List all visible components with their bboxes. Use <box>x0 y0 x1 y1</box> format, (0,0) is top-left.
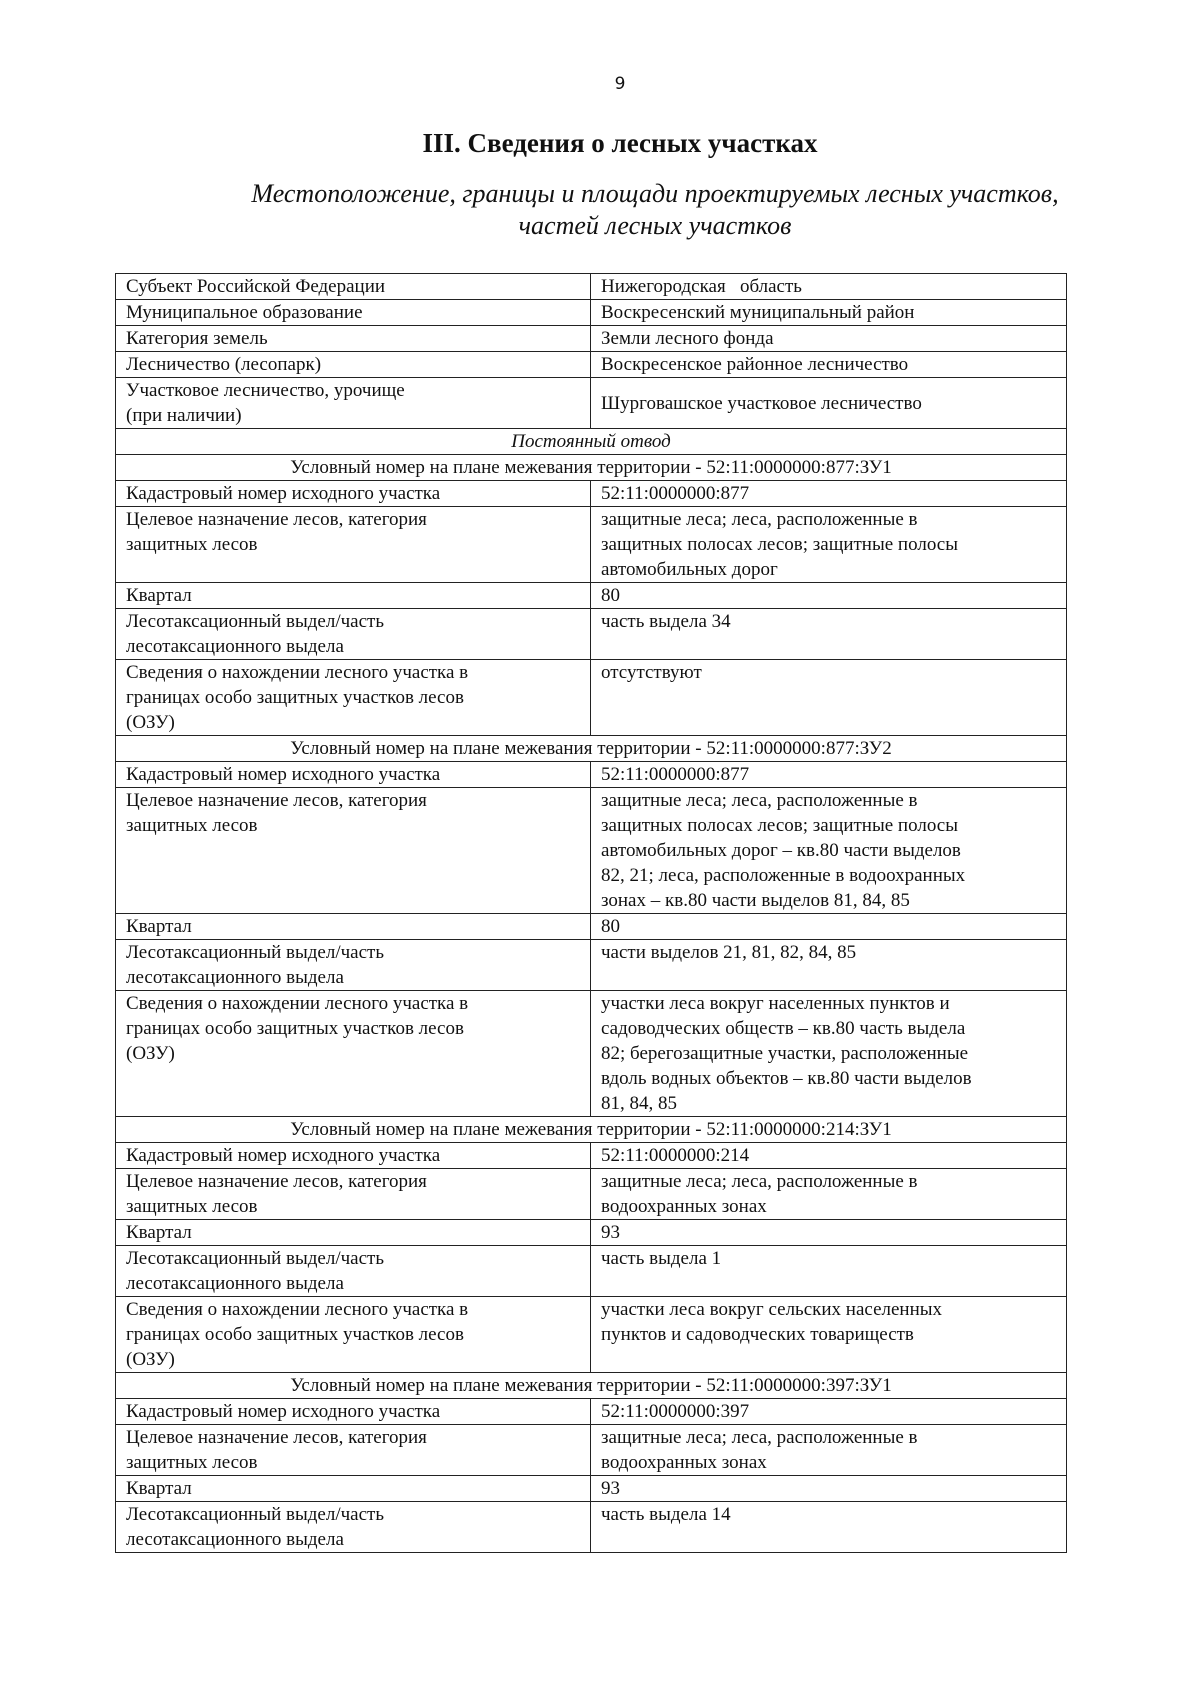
land-category-value: Земли лесного фонда <box>591 326 1067 352</box>
subdivision-label-line: Лесотаксационный выдел/часть <box>126 1248 385 1269</box>
ozu-label <box>116 991 591 1117</box>
subdivision-label-line: лесотаксационного выдела <box>126 967 344 988</box>
table-row <box>116 1220 1067 1246</box>
quarter-value: 80 <box>591 583 1067 609</box>
table-row <box>116 660 1067 736</box>
purpose-label-line: Целевое назначение лесов, категория <box>126 509 427 530</box>
purpose-label <box>116 1425 591 1476</box>
ozu-value-line: участки леса вокруг населенных пунктов и <box>601 993 950 1014</box>
quarter-value: 93 <box>591 1476 1067 1502</box>
table-row <box>116 352 1067 378</box>
purpose-label <box>116 507 591 583</box>
ozu-value-line: садоводческих обществ – кв.80 часть выдела <box>601 1018 966 1039</box>
page-number: 9 <box>614 74 626 94</box>
subdivision-label <box>116 1502 591 1553</box>
table-row <box>116 274 1067 300</box>
subdivision-value: часть выдела 1 <box>591 1246 1067 1297</box>
subtitle-line-2: частей лесных участков <box>518 211 792 240</box>
table-row <box>116 378 1067 429</box>
municipality-value: Воскресенский муниципальный район <box>591 300 1067 326</box>
table-row <box>116 1373 1067 1399</box>
purpose-value-line: автомобильных дорог – кв.80 части выделов <box>601 840 961 861</box>
ozu-label-line: Сведения о нахождении лесного участка в <box>126 993 469 1014</box>
table-row <box>116 1425 1067 1476</box>
table-row <box>116 326 1067 352</box>
table-row <box>116 1143 1067 1169</box>
ozu-value <box>591 1297 1067 1373</box>
subject-value: Нижегородская область <box>591 274 1067 300</box>
table-row <box>116 1297 1067 1373</box>
table-row <box>116 1399 1067 1425</box>
purpose-value <box>591 507 1067 583</box>
forest-plots-table <box>115 273 1067 1553</box>
subtitle-line-1: Местоположение, границы и площади проектируемых лесных участков, <box>251 179 1059 208</box>
table-row <box>116 1246 1067 1297</box>
purpose-value-line: защитные леса; леса, расположенные в <box>601 1171 918 1192</box>
quarter-label: Квартал <box>116 583 591 609</box>
table-row <box>116 429 1067 455</box>
table-row <box>116 940 1067 991</box>
subdivision-label <box>116 940 591 991</box>
ozu-value-line: вдоль водных объектов – кв.80 части выделов <box>601 1068 972 1089</box>
purpose-value-line: защитных полосах лесов; защитные полосы <box>601 815 958 836</box>
subdivision-label <box>116 609 591 660</box>
ozu-label-line: (ОЗУ) <box>126 1349 175 1370</box>
purpose-label-line: Целевое назначение лесов, категория <box>126 1171 427 1192</box>
ozu-label-line: границах особо защитных участков лесов <box>126 687 464 708</box>
table-row <box>116 991 1067 1117</box>
purpose-label <box>116 788 591 914</box>
municipality-label: Муниципальное образование <box>116 300 591 326</box>
subdivision-value: часть выдела 34 <box>591 609 1067 660</box>
section-title: III. Сведения о лесных участках <box>422 128 818 158</box>
purpose-value-line: защитные леса; леса, расположенные в <box>601 790 918 811</box>
table-row <box>116 1502 1067 1553</box>
table-row <box>116 583 1067 609</box>
forestry-value: Воскресенское районное лесничество <box>591 352 1067 378</box>
parcel-header: Условный номер на плане межевания территории - 52:11:0000000:397:ЗУ1 <box>116 1373 1067 1399</box>
purpose-label-line: защитных лесов <box>126 534 258 555</box>
quarter-label: Квартал <box>116 1476 591 1502</box>
purpose-value-line: водоохранных зонах <box>601 1452 767 1473</box>
quarter-value: 80 <box>591 914 1067 940</box>
table-row <box>116 609 1067 660</box>
table-row <box>116 481 1067 507</box>
subdivision-label-line: лесотаксационного выдела <box>126 1529 344 1550</box>
ozu-value-line: пунктов и садоводческих товариществ <box>601 1324 914 1345</box>
table-row <box>116 914 1067 940</box>
purpose-value-line: защитные леса; леса, расположенные в <box>601 509 918 530</box>
district-value: Шурговашское участковое лесничество <box>591 378 1067 429</box>
table-row <box>116 507 1067 583</box>
ozu-label-line: Сведения о нахождении лесного участка в <box>126 662 469 683</box>
ozu-label-line: границах особо защитных участков лесов <box>126 1018 464 1039</box>
permanent-allotment-heading: Постоянный отвод <box>116 429 1067 455</box>
ozu-label-line: (ОЗУ) <box>126 712 175 733</box>
cadastral-label: Кадастровый номер исходного участка <box>116 1143 591 1169</box>
land-category-label: Категория земель <box>116 326 591 352</box>
cadastral-label: Кадастровый номер исходного участка <box>116 1399 591 1425</box>
parcel-header: Условный номер на плане межевания территории - 52:11:0000000:877:ЗУ1 <box>116 455 1067 481</box>
purpose-value-line: водоохранных зонах <box>601 1196 767 1217</box>
ozu-value-line: отсутствуют <box>601 662 702 683</box>
purpose-label-line: защитных лесов <box>126 1196 258 1217</box>
subdivision-label-line: Лесотаксационный выдел/часть <box>126 942 385 963</box>
quarter-label: Квартал <box>116 1220 591 1246</box>
ozu-label <box>116 1297 591 1373</box>
ozu-label-line: (ОЗУ) <box>126 1043 175 1064</box>
purpose-value <box>591 788 1067 914</box>
ozu-value <box>591 660 1067 736</box>
subdivision-label-line: Лесотаксационный выдел/часть <box>126 1504 385 1525</box>
cadastral-label: Кадастровый номер исходного участка <box>116 762 591 788</box>
district-label <box>116 378 591 429</box>
purpose-label-line: Целевое назначение лесов, категория <box>126 1427 427 1448</box>
cadastral-value: 52:11:0000000:877 <box>591 762 1067 788</box>
district-label-line: (при наличии) <box>126 405 242 426</box>
purpose-value-line: зонах – кв.80 части выделов 81, 84, 85 <box>601 890 910 911</box>
purpose-label-line: Целевое назначение лесов, категория <box>126 790 427 811</box>
district-label-line: Участковое лесничество, урочище <box>126 380 405 401</box>
subject-label: Субъект Российской Федерации <box>116 274 591 300</box>
purpose-value-line: защитные леса; леса, расположенные в <box>601 1427 918 1448</box>
parcel-header: Условный номер на плане межевания территории - 52:11:0000000:877:ЗУ2 <box>116 736 1067 762</box>
ozu-value-line: 81, 84, 85 <box>601 1093 677 1114</box>
table-row <box>116 736 1067 762</box>
table-row <box>116 1117 1067 1143</box>
cadastral-label: Кадастровый номер исходного участка <box>116 481 591 507</box>
quarter-value: 93 <box>591 1220 1067 1246</box>
purpose-value-line: 82, 21; леса, расположенные в водоохранных <box>601 865 966 886</box>
cadastral-value: 52:11:0000000:877 <box>591 481 1067 507</box>
subdivision-label-line: лесотаксационного выдела <box>126 636 344 657</box>
purpose-label <box>116 1169 591 1220</box>
ozu-label-line: границах особо защитных участков лесов <box>126 1324 464 1345</box>
purpose-value <box>591 1169 1067 1220</box>
ozu-value <box>591 991 1067 1117</box>
cadastral-value: 52:11:0000000:397 <box>591 1399 1067 1425</box>
ozu-label <box>116 660 591 736</box>
quarter-label: Квартал <box>116 914 591 940</box>
ozu-value-line: участки леса вокруг сельских населенных <box>601 1299 943 1320</box>
forestry-label: Лесничество (лесопарк) <box>116 352 591 378</box>
ozu-value-line: 82; берегозащитные участки, расположенные <box>601 1043 969 1064</box>
subdivision-value: части выделов 21, 81, 82, 84, 85 <box>591 940 1067 991</box>
purpose-value-line: автомобильных дорог <box>601 559 778 580</box>
subdivision-value: часть выдела 14 <box>591 1502 1067 1553</box>
table-row <box>116 300 1067 326</box>
table-row <box>116 455 1067 481</box>
table-row <box>116 762 1067 788</box>
subdivision-label <box>116 1246 591 1297</box>
cadastral-value: 52:11:0000000:214 <box>591 1143 1067 1169</box>
parcel-header: Условный номер на плане межевания территории - 52:11:0000000:214:ЗУ1 <box>116 1117 1067 1143</box>
table-row <box>116 788 1067 914</box>
purpose-label-line: защитных лесов <box>126 1452 258 1473</box>
purpose-label-line: защитных лесов <box>126 815 258 836</box>
purpose-value <box>591 1425 1067 1476</box>
subdivision-label-line: Лесотаксационный выдел/часть <box>126 611 385 632</box>
table-row <box>116 1476 1067 1502</box>
purpose-value-line: защитных полосах лесов; защитные полосы <box>601 534 958 555</box>
ozu-label-line: Сведения о нахождении лесного участка в <box>126 1299 469 1320</box>
table-row <box>116 1169 1067 1220</box>
subdivision-label-line: лесотаксационного выдела <box>126 1273 344 1294</box>
